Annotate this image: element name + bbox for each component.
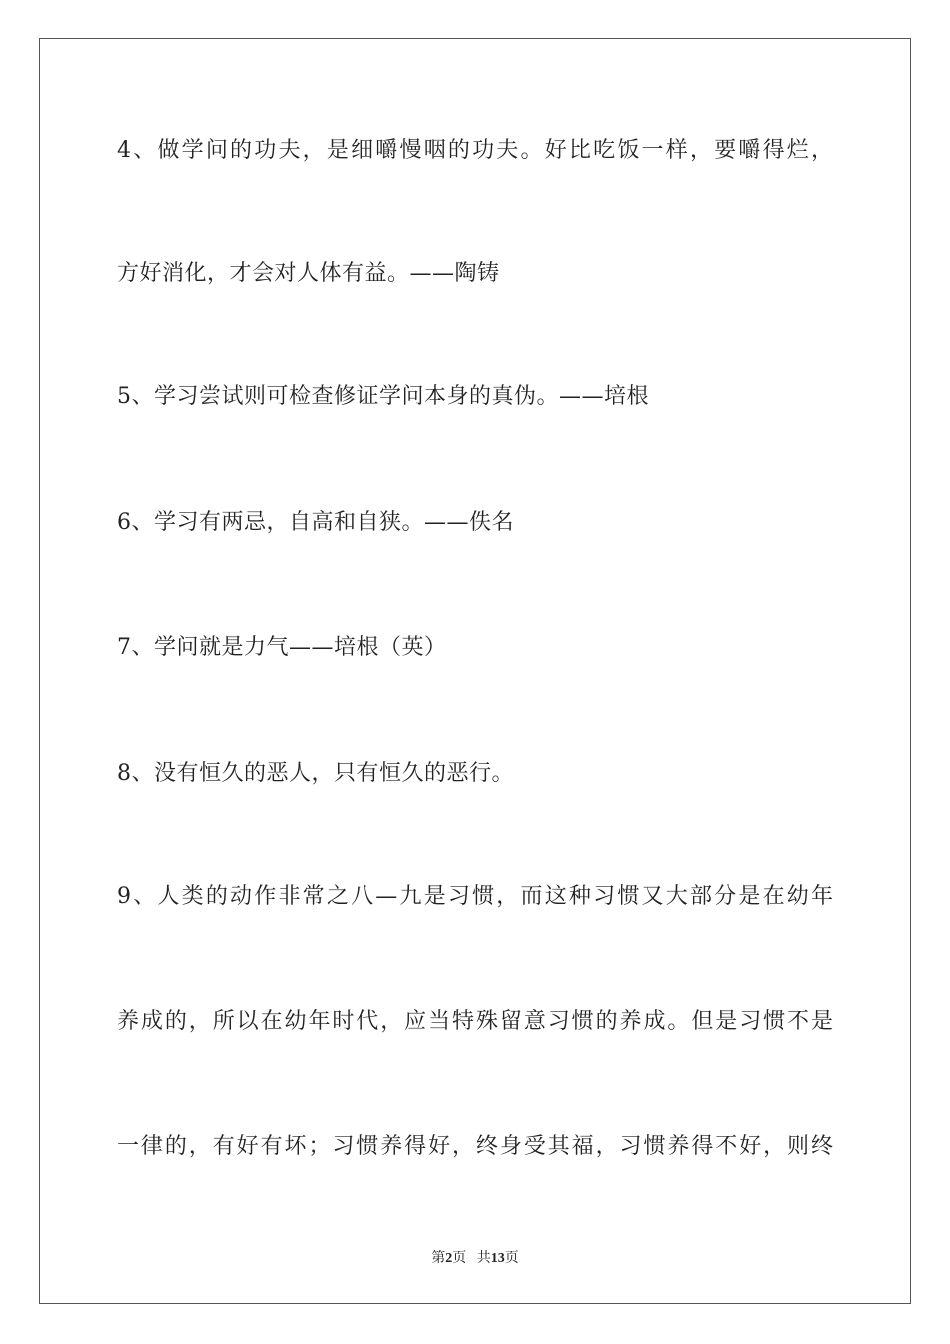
text-line: 养成的，所以在幼年时代，应当特殊留意习惯的养成。但是习惯不是 — [117, 1009, 833, 1034]
text-line: 方好消化，才会对人体有益。——陶铸 — [117, 261, 500, 286]
total-prefix: 共 — [476, 1251, 491, 1266]
page-number: 2 — [445, 1251, 453, 1266]
page-prefix: 第 — [431, 1251, 446, 1266]
page-border — [39, 38, 911, 1304]
total-suffix: 页 — [504, 1251, 519, 1266]
text-line: 9、人类的动作非常之八—九是习惯，而这种习惯又大部分是在幼年 — [117, 884, 833, 909]
text-line: 4、做学问的功夫，是细嚼慢咽的功夫。好比吃饭一样，要嚼得烂， — [117, 138, 833, 163]
text-line: 5、学习尝试则可检查修证学问本身的真伪。——培根 — [117, 384, 649, 409]
text-line: 6、学习有两忌，自高和自狭。——佚名 — [117, 510, 514, 535]
text-line: 8、没有恒久的恶人，只有恒久的恶行。 — [117, 761, 514, 786]
page-footer — [0, 1247, 950, 1267]
text-line: 一律的，有好有坏；习惯养得好，终身受其福，习惯养得不好，则终 — [117, 1134, 833, 1159]
total-pages: 13 — [490, 1251, 505, 1266]
text-line: 7、学问就是力气——培根（英） — [117, 635, 447, 660]
page-suffix: 页 — [452, 1251, 467, 1266]
